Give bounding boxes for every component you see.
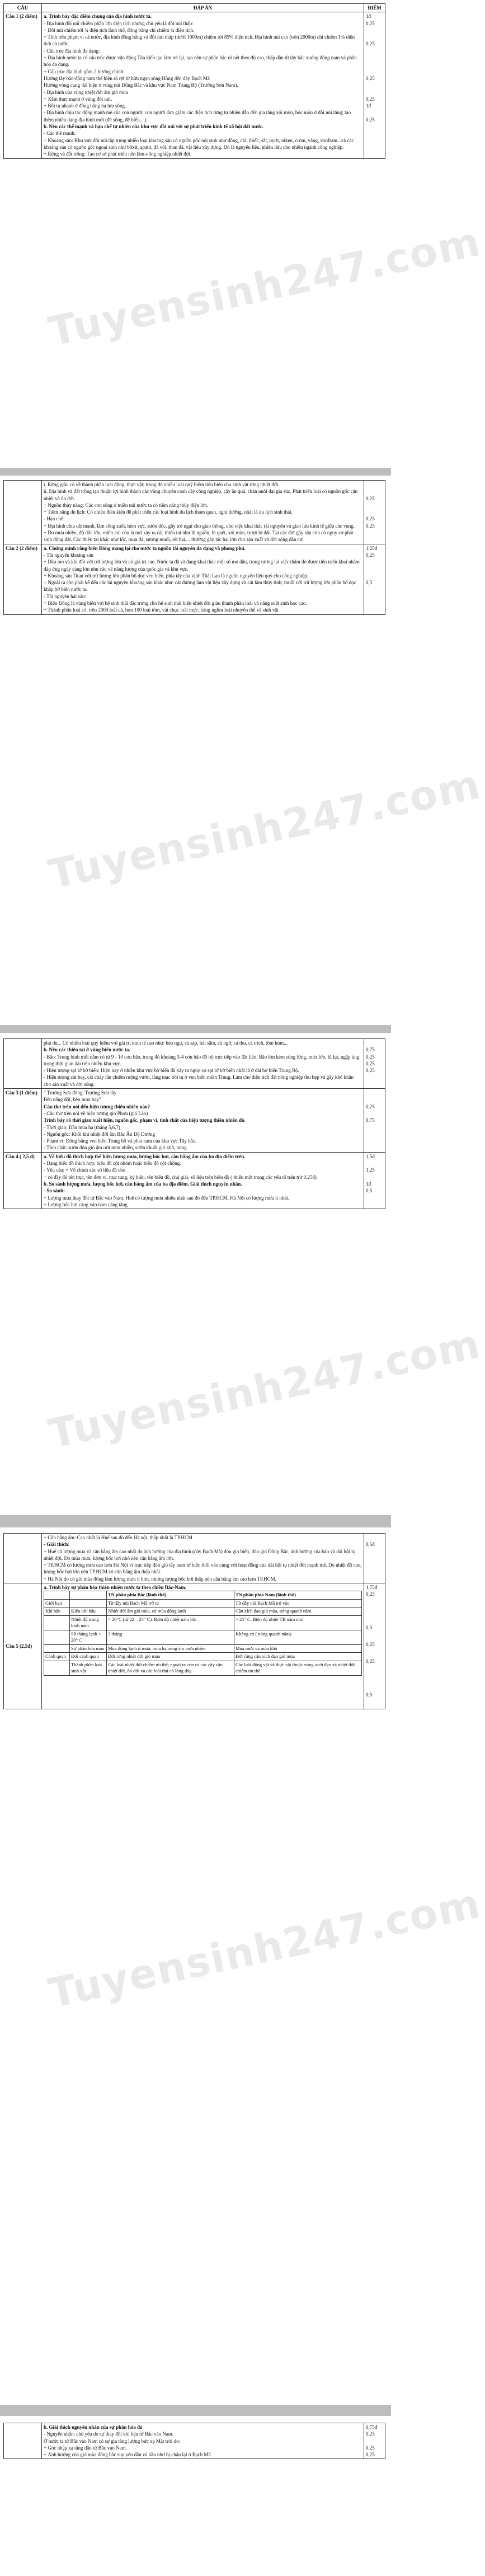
- answer-line: + Do mưa nhiều, độ dốc lớn, miền núi còn là nơi xảy ra các thiên tai như lũ nguồn, lũ quét, xói mòn, trượt lở đất. Tại các đứt gãy sâu còn có nguy cơ phát sinh động đất. Các thiên tai khác như lốc, mưa đá, sương muối, rét hại,... thường gây tác hại lớn cho sản xuất và đời sống dân cư.: [44, 530, 354, 543]
- answer-line: + Ảnh hưởng của gió mùa đông bắc suy yếu dần và hầu như bị chặn lại ở Bạch Mã.: [44, 2452, 212, 2458]
- answer-line: - Bão: Trung bình mỗi năm có từ 9 - 10 cơn bão, trong đó khoảng 3-4 cơn bão đổ bộ trực tiếp vào đất liền. Bão lớn kèm sóng lừng, mưa lớn, lũ lụt, ngập úng trong thời gian dài trên nhiều khu vực.: [44, 1054, 360, 1066]
- comparison-cell: [70, 1599, 107, 1607]
- comparison-cell: Đới rừng nhiệt đới gió mùa: [107, 1653, 234, 1661]
- answer-line: phù du... Có nhiều loài quý hiếm với giá trị kinh tế cao như: bào ngư, cà sáp, hải sâm, cá ngừ, cá thu, cá trích, tôm hùm...: [44, 1040, 288, 1046]
- comparison-cell: [44, 1644, 70, 1653]
- points-cell: [364, 1534, 385, 1583]
- answer-line: + Góc nhập xạ tăng dần từ Bắc vào Nam.: [44, 2445, 127, 2451]
- answer-line: a. Trình bày đặc điểm chung của địa hình nước ta.: [44, 13, 152, 20]
- comparison-cell: 3 tháng: [107, 1630, 234, 1644]
- page-4-lead: [4, 1534, 385, 1583]
- answer-cell: [42, 2423, 364, 2459]
- answer-line: - Tài nguyên khoáng sản: [44, 552, 93, 558]
- points-value: 0,25: [366, 552, 375, 558]
- comparison-row: [44, 1599, 362, 1607]
- page-separator: [0, 1515, 391, 1527]
- answer-cell: [42, 1089, 364, 1153]
- comparison-cell: Nhiệt đới ẩm gió mùa, có mùa đông lạnh: [107, 1607, 234, 1616]
- header-points: ĐIỂM: [364, 4, 385, 12]
- points-value: 1đ: [366, 1181, 371, 1187]
- comparison-cell: > 20°C (từ 22 – 24° C). Biên độ nhiệt năm lớn: [107, 1615, 234, 1630]
- answer-line: + Địa hình nước ta có cấu trúc được vận động Tân kiến tạo làm trẻ lại, tạo nên sự phân bậc rõ nét theo độ cao, thấp dần từ tây bắc xuống đông nam và phân hóa đa dạng.: [44, 55, 357, 68]
- points-value: [366, 586, 383, 593]
- answer-line: + Rừng và đất trồng: Tạo cơ sở phát triển nền lâm-nông nghiệp nhiệt đới.: [44, 151, 192, 157]
- points-value: [366, 1548, 383, 1555]
- comparison-cell: Đới rừng cận xích đạo gió mùa: [234, 1653, 362, 1661]
- points-value: 0,5: [366, 1188, 373, 1194]
- comparison-header-cell: TN phần phía Bắc (lãnh thổ): [107, 1591, 234, 1600]
- points-cell: [364, 1089, 385, 1153]
- comparison-cell: [44, 1661, 70, 1675]
- answer-line: - Tính chất: sườn đón gió ẩm ướt mưa nhiều, sườn khuất gió khô, nóng: [44, 1145, 187, 1151]
- comparison-row: [44, 1630, 362, 1644]
- answer-line: + TP.HCM có lượng mưa cao hơn Hà Nội vì trực tiếp đón gió tây nam từ biển thổi vào cùng với hoạt động của dải hội tụ nhiệt đới mạnh mẽ. Do nhiệt độ cao, lượng bốc hơi lớn nên TP.HCM có cân bằng ẩm thấp nhất.: [44, 1562, 362, 1575]
- answer-page-4: [3, 1533, 388, 1709]
- answer-line: Hướng tây bắc-đông nam thể hiện rõ rệt từ hữu ngạn sông Hồng đến dãy Bạch Mã: [44, 75, 210, 81]
- points-value: [366, 1607, 383, 1624]
- points-value: [366, 2438, 383, 2445]
- answer-line: - Nguyên nhân: chủ yếu do sự thay đổi khí hậu từ Bắc vào Nam.: [44, 2431, 173, 2437]
- question-5-points: [364, 1583, 385, 1709]
- question-5-label: Câu 5 (2,5đ): [4, 1583, 42, 1709]
- points-value: [366, 1174, 383, 1181]
- answer-line: - Hiện tượng cát bay, cát chảy lấn chiếm ruộng vườn, làng mạc bồi tụ ở ven biển miền Trung. Làm cho diện tích đất nông nghiệp thu hẹp và gây khó khăn cho sản xuất và đời sống.: [44, 1074, 354, 1087]
- points-value: 0,25: [366, 1054, 375, 1060]
- answer-table: [3, 1533, 385, 1709]
- answer-page-2: [3, 480, 388, 615]
- points-value: [366, 61, 383, 68]
- watermark: Tuyensinh247.com: [44, 218, 485, 355]
- points-value: [366, 1534, 383, 1541]
- points-value: 0,25: [366, 1658, 375, 1665]
- points-cell: [364, 1039, 385, 1089]
- answer-line: - Hiện tượng sạt lở bờ biển: Hiện nay ở nhiều khu vực bờ biển đã xảy ra nguy cơ sạt lở bờ biển nhất là ở dải bờ biển Trung Bộ.: [44, 1068, 299, 1074]
- points-value: [366, 1562, 383, 1568]
- points-value: 1đ: [366, 103, 371, 109]
- question-row: [4, 1534, 385, 1583]
- answer-line: + Tiềm năng du lịch: Có nhiều điều kiện để phát triển các loại hình du lịch tham quan, nghỉ dưỡng, nhất là du lịch sinh thái.: [44, 509, 293, 515]
- answer-line: - Yêu cầu: + Vẽ chính xác số liệu đã cho: [44, 1167, 126, 1173]
- answer-line: + Thành phần loài có: trên 2000 loài cá, hơn 100 loài tôm, vài chục loài mực, hàng nghìn loài nhuyễn thể và sinh vật: [44, 607, 279, 613]
- comparison-cell: Các loài động vật và thực vật thuộc vùng xích đạo và nhiệt đới chiếm ưu thế: [234, 1661, 362, 1675]
- comparison-cell: Đới cảnh quan: [70, 1653, 107, 1661]
- answer-line: b. Nêu các thế mạnh và hạn chế tự nhiên của khu vực đồi núi với sự phát triển kinh tế xã hội đất nước.: [44, 124, 264, 130]
- question-5-row: [4, 1583, 385, 1709]
- points-value: [366, 488, 383, 495]
- page-5-body: [4, 2423, 385, 2459]
- answer-line: + Địa hình chia cắt mạnh, lắm sông suối, hẻm vực, sườn dốc, gây trở ngại cho giao thông, cho việc khai thác tài nguyên và giao lưu kinh tế giữa các vùng.: [44, 523, 355, 529]
- points-value: 0,25: [366, 1060, 375, 1066]
- comparison-row: [44, 1615, 362, 1630]
- comparison-header-row: [44, 1591, 362, 1600]
- answer-cell: [42, 12, 364, 158]
- points-value: 0,25: [366, 2431, 375, 2437]
- comparison-cell: Sự phân hóa mùa: [70, 1644, 107, 1653]
- comparison-cell: Các loài nhiệt đới chiếm ưu thế; ngoài ra còn có các cây cận nhiệt đới, ôn đới và các loài thú có lông dày: [107, 1661, 234, 1675]
- header-question: CÂU: [4, 4, 42, 12]
- comparison-cell: [44, 1615, 70, 1630]
- answer-line: b. Giải thích nguyên nhân của sự phân hóa đó: [44, 2424, 143, 2430]
- comparison-cell: Cận xích đạo gió mùa, nóng quanh năm: [234, 1607, 362, 1616]
- question-label: [4, 2423, 42, 2459]
- points-value: 1,5đ: [366, 1153, 375, 1159]
- comparison-cell: Số tháng lạnh < 20° C: [70, 1630, 107, 1644]
- points-value: [366, 1201, 383, 1208]
- question-label: Câu 2 (2 điểm): [4, 544, 42, 614]
- points-value: [366, 1096, 383, 1103]
- comparison-cell: Từ dãy núi Bạch Mã trở vào: [234, 1599, 362, 1607]
- question-row: [4, 2423, 385, 2459]
- answer-page-5: [3, 2423, 388, 2459]
- question-row: [4, 1089, 385, 1153]
- answer-line: - Hạn chế:: [44, 516, 65, 522]
- answer-table: [3, 1038, 385, 1209]
- comparison-header-cell: [44, 1591, 70, 1600]
- points-value: 0,5: [366, 1692, 373, 1698]
- answer-line: - Địa hình chịu tác động mạnh mẽ của con người: con người làm giảm các diện tích rừng tự nhiên dẫn đến gia tăng xói mòn, bóc mòn ở đồi núi tăng; tạo thêm nhiều dạng địa hình mới (đê sông, đê biển,...): [44, 110, 351, 123]
- points-value: [366, 54, 383, 61]
- question-label: [4, 1039, 42, 1089]
- points-value: [366, 27, 383, 34]
- question-label: [4, 1534, 42, 1583]
- page-separator: [0, 468, 391, 476]
- points-value: 1,25: [366, 1167, 375, 1173]
- answer-line: + Lượng bốc hơi càng vào nam càng tăng.: [44, 1201, 129, 1207]
- points-value: 0,5: [366, 580, 373, 586]
- answer-line: + Nguồn thủy năng: Các con sông ở miền núi nước ta có tiềm năng thủy điện lớn.: [44, 502, 209, 508]
- points-value: [366, 109, 383, 116]
- points-value: 0,25: [366, 1068, 375, 1074]
- points-value: 1,25đ: [366, 545, 378, 551]
- answer-line: + Huế có lượng mưa và cân bằng ẩm cao nhất do ảnh hưởng của địa hình (dãy Bạch Mã) đón gió biển, đón gió Đông Bắc, ảnh hưởng của bão và dải hội tụ nhiệt đới. Do mùa mưa, lượng bốc hơi nhỏ nên cân bằng ẩm lớn.: [44, 1548, 356, 1561]
- watermark: Tuyensinh247.com: [44, 1879, 485, 2017]
- points-value: 0,25: [366, 1642, 375, 1648]
- answer-line: - So sánh:: [44, 1188, 65, 1194]
- comparison-cell: Khí hậu: [44, 1607, 70, 1616]
- watermark: Tuyensinh247.com: [44, 1320, 485, 1458]
- comparison-cell: Không có ( nóng quanh năm): [234, 1630, 362, 1644]
- question-row: [4, 12, 385, 158]
- points-value: [366, 1089, 383, 1096]
- points-value: [366, 572, 383, 579]
- points-value: 0,25: [366, 116, 375, 123]
- answer-line: + Khoáng sản: Khu vực đồi núi tập trung nhiều loại khoáng sản có nguồn gốc nội sinh như đồng, chì, thiếc, sắt, pyrit, niken, crôm, vàng, vonfram...và các khoáng sản có nguồn gốc ngoại sinh như bôxít, apatit, đá vôi, than đá, vật liệu xây dựng. Đó là nguyên liệu, nhiên liệu cho nhiều ngành công nghiệp.: [44, 137, 354, 150]
- answer-page-1: [3, 3, 388, 159]
- points-value: [366, 1675, 383, 1691]
- question-5-answer: [42, 1583, 364, 1709]
- answer-line: b. Nêu các thiên tai ở vùng biển nước ta.: [44, 1047, 130, 1053]
- answer-line: + có đầy đủ tên trục, tên đơn vị, trục tung, ký hiệu, tên biểu đồ, chú giải, số liệu trên biểu đồ ( thiếu một trong các yếu tố trên trừ 0,25đ): [44, 1174, 317, 1180]
- points-value: [366, 593, 383, 600]
- comparison-header-cell: TN phần phía Nam (lãnh thổ): [234, 1591, 362, 1600]
- answer-cell: [42, 481, 364, 544]
- watermark: Tuyensinh247.com: [44, 760, 485, 898]
- question-label: [4, 481, 42, 544]
- points-value: 1đ: [366, 13, 371, 20]
- points-value: [366, 1555, 383, 1562]
- answer-line: a. Chứng minh rằng biển Đông mang lại cho nước ta nguồn tài nguyên đa dạng và phong phú.: [44, 545, 246, 551]
- answer-line: + Ngoài ra còn phải kể đến các tài nguyên khoáng sản khác như: cát đường làm vật liệu xây dựng và cát làm thủy tinh; muối với trữ lượng lớn phân bố dọc khắp bờ biển nước ta.: [44, 580, 356, 593]
- points-value: 0,25: [366, 2452, 375, 2458]
- points-value: [366, 1110, 383, 1117]
- points-value: 0,25: [366, 96, 375, 102]
- answer-line: + Biển Đông là vùng biển với hệ sinh thái đặc trưng cho hệ sinh thái biển nhiệt đới giàu thành phần loài và năng suất sinh học cao.: [44, 600, 307, 607]
- answer-line: Bên nắng đốt, bên mưa bay": [44, 1097, 101, 1103]
- points-value: [366, 82, 383, 88]
- points-value: [366, 123, 383, 130]
- comparison-cell: > 25° C. Biên độ nhiệt TB năm nhỏ: [234, 1615, 362, 1630]
- answer-line: " Trường Sơn đông, Trường Sơn tây: [44, 1090, 117, 1096]
- points-value: [366, 1160, 383, 1167]
- points-value: [366, 502, 383, 509]
- points-value: [366, 34, 383, 40]
- points-cell: [364, 2423, 385, 2459]
- question-label: Câu 4 ( 2,5 đ): [4, 1152, 42, 1209]
- points-value: 0,75đ: [366, 2424, 378, 2430]
- answer-line: + Bồi tụ nhanh ở đồng bằng hạ lưu sông.: [44, 103, 126, 109]
- comparison-cell: Thành phần loài sinh vật: [70, 1661, 107, 1675]
- points-value: [366, 1195, 383, 1201]
- points-value: 0,75: [366, 1047, 375, 1053]
- comparison-cell: Kiểu khí hậu: [70, 1607, 107, 1616]
- comparison-row: [44, 1661, 362, 1675]
- answer-line: Ở nước ta từ Bắc vào Nam có sự gia tăng lượng bức xạ Mặt trời do:: [44, 2438, 181, 2444]
- points-value: 0,25: [366, 516, 375, 522]
- answer-line: Trình bày rõ thời gian xuất hiện, nguồn gốc, phạm vi, tính chất của hiện tượng thiên nhiên đó.: [44, 1117, 246, 1124]
- comparison-cell: [44, 1630, 70, 1644]
- table-header-row: [4, 4, 385, 12]
- points-value: [366, 566, 383, 572]
- answer-line: - Địa hình của vùng nhiệt đới ẩm gió mùa: [44, 89, 128, 95]
- points-value: 0,25: [366, 20, 375, 26]
- points-value: [366, 1124, 383, 1131]
- points-value: [366, 481, 383, 488]
- points-value: 0,25: [366, 75, 375, 81]
- points-cell: [364, 481, 385, 544]
- answer-cell: [42, 544, 364, 614]
- points-value: 1,75đ: [366, 1585, 378, 1591]
- answer-line: ii. Địa hình và đất trồng tạo thuận lợi hình thành các vùng chuyên canh cây công nghiệp, cây ăn quả, chăn nuôi đại gia súc. Phát triển loài có nguồn gốc cận nhiệt và ôn đới.: [44, 488, 358, 501]
- answer-line: Hướng vòng cung thể hiện ở vùng núi Đông Bắc và khu vực Nam Trung Bộ (Trường Sơn Nam).: [44, 82, 238, 88]
- answer-page-3: [3, 1038, 388, 1209]
- comparison-cell: Từ dãy núi Bạch Mã trở ra: [107, 1599, 234, 1607]
- comparison-row: [44, 1607, 362, 1616]
- question-row: [4, 481, 385, 544]
- answer-line: + Cân bằng ẩm: Cao nhất là Huế sau đó đến Hà nội, thấp nhất là TP.HCM: [44, 1535, 192, 1540]
- answer-cell: [42, 1534, 364, 1583]
- points-value: 0,25: [366, 495, 375, 501]
- points-value: [366, 68, 383, 75]
- points-value: [366, 1137, 383, 1144]
- answer-cell: [42, 1152, 364, 1209]
- comparison-cell: Nhiệt độ trung bình năm: [70, 1615, 107, 1630]
- answer-line: - Câu thơ trên nói về hiện tượng gió Phơn (gió Lào): [44, 1110, 148, 1116]
- answer-line: a. Vẽ biểu đồ thích hợp thể hiện lượng mưa, lượng bốc hơi, cân bằng ẩm của ba địa điểm trên.: [44, 1153, 246, 1159]
- points-cell: [364, 544, 385, 614]
- answer-line: - Nguồn gốc: Khối khí nhiệt đới ẩm Bắc Ấn Độ Dương: [44, 1131, 156, 1137]
- comparison-row: [44, 1653, 362, 1661]
- page-separator: [0, 2405, 391, 2416]
- answer-table: [3, 480, 385, 615]
- page-separator: [0, 1025, 391, 1033]
- comparison-cell: Mùa mưa và mùa khô: [234, 1644, 362, 1653]
- answer-line: + Xâm thực mạnh ở vùng đồi núi.: [44, 96, 112, 102]
- points-value: 0,25: [366, 41, 375, 47]
- points-cell: [364, 12, 385, 158]
- points-value: [366, 1144, 383, 1151]
- page-1-body: [4, 12, 385, 158]
- points-value: 0,75: [366, 1117, 375, 1124]
- answer-cell: [42, 1039, 364, 1089]
- answer-line: - Giải thích:: [44, 1541, 70, 1548]
- answer-line: + Cấu trúc địa hình gồm 2 hướng chính:: [44, 68, 125, 74]
- answer-line: i. Rừng giàu có về thành phần loài động, thực vật; trong đó nhiều loài quý hiếm tiêu biểu cho sinh vật rừng nhiệt đới: [44, 482, 279, 487]
- points-value: 0,25: [366, 2445, 375, 2451]
- points-value: 0,5đ: [366, 1541, 375, 1548]
- points-value: 0,5: [366, 1625, 373, 1631]
- answer-line: + Khoáng sản Titan với trữ lượng lớn phân bố dọc ven biển, phía tây của vịnh Thái Lan là nguồn nguyên liệu quý cho công nghiệp.: [44, 572, 308, 579]
- answer-line: + Tính trên phạm vi cả nước, địa hình đồng bằng và đồi núi thấp (dưới 1000m) chiếm tới 85% diện tích. Địa hình núi cao (trên 2000m) chỉ chiếm 1% diện tích cả nước: [44, 34, 355, 47]
- points-value: [366, 558, 383, 565]
- answer-line: + Dầu mỏ và khí đốt với trữ lượng lớn và có giá trị cao. Nước ta đã và đang khai thác một số mỏ dầu, trong tương lai việc thăm dò được tiến triển khai nhằm đáp ứng ngày càng lớn nhu cầu về năng lượng của quốc gia và khu vực.: [44, 559, 360, 572]
- question-row: [4, 1152, 385, 1209]
- comparison-header-cell: [70, 1591, 107, 1600]
- points-value: [366, 509, 383, 515]
- comparison-row: [44, 1644, 362, 1653]
- answer-table: [3, 2423, 385, 2459]
- points-value: 0,25: [366, 1103, 375, 1110]
- comparison-cell: Giới hạn: [44, 1599, 70, 1607]
- answer-line: + Lượng mưa thay đổi từ Bắc vào Nam. Huế có lượng mưa nhiều nhất sau đó đến TP.HCM, Hà Nội có lượng mưa ít nhất.: [44, 1195, 290, 1201]
- answer-line: - Phạm vi: Đồng bằng ven biển Trung bộ và phía nam của khu vực Tây bắc.: [44, 1138, 196, 1144]
- comparison-cell: Cảnh quan: [44, 1653, 70, 1661]
- points-value: 0,25: [366, 1591, 375, 1597]
- question-label: Câu 3 (1 điểm): [4, 1089, 42, 1153]
- points-value: [366, 1040, 383, 1046]
- question-row: [4, 544, 385, 614]
- header-answer: ĐÁP ÁN: [42, 4, 364, 12]
- answer-line: - Địa hình đồi núi chiếm phần lớn diện tích nhưng chủ yếu là đồi núi thấp:: [44, 20, 194, 26]
- answer-table: [3, 3, 385, 159]
- question-row: [4, 1039, 385, 1089]
- points-cell: [364, 1152, 385, 1209]
- answer-line: + Hà Nội do có gió mùa đông làm lượng mưa ít hơn, nhưng lượng bốc hơi thấp nên cân bằng ẩm cao hơn TP.HCM.: [44, 1576, 276, 1582]
- points-value: 0,25: [366, 523, 375, 529]
- points-value: [366, 48, 383, 54]
- comparison-cell: Mùa đông lạnh ít mưa, mùa hạ nóng ẩm mưa nhiều: [107, 1644, 234, 1653]
- answer-line: + Đồi núi chiếm tới ¾ diện tích lãnh thổ, đồng bằng chỉ chiếm ¼ diện tích.: [44, 27, 195, 33]
- answer-line: Câu thơ trên nói đến hiện tượng thiên nhiên nào?: [44, 1103, 150, 1110]
- question-5-title: a. Trình bày sự phân hóa thiên nhiên nước ta theo chiều Bắc-Nam.: [44, 1585, 186, 1591]
- comparison-table: [44, 1591, 362, 1676]
- page-2-body: [4, 481, 385, 615]
- question-label: Câu 1 (2 điểm): [4, 12, 42, 158]
- page-3-body: [4, 1039, 385, 1209]
- answer-line: - Các thế mạnh:: [44, 130, 76, 137]
- points-value: [366, 89, 383, 96]
- answer-line: - Tài nguyên hải sản:: [44, 593, 86, 599]
- answer-line: - Dạng biểu đồ thích hợp: biểu đồ cột nhóm hoặc biểu đồ cột chồng.: [44, 1160, 181, 1167]
- answer-line: b. So sánh lượng mưa, lượng bốc hơi, cân bằng ẩm của ba địa điểm. Giải thích nguyên nhân.: [44, 1181, 242, 1187]
- answer-line: - Thời gian: Đầu mùa hạ (tháng 5,6,7): [44, 1124, 120, 1130]
- points-value: [366, 1131, 383, 1137]
- answer-line: - Cấu trúc địa hình đa dạng:: [44, 48, 100, 54]
